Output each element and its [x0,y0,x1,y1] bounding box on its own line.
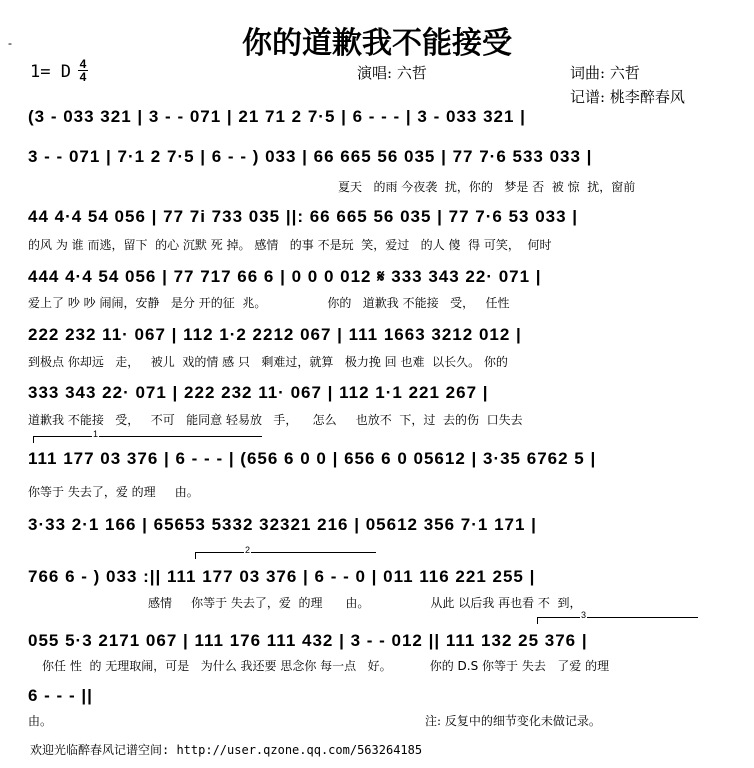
transcription-note: 注: 反复中的细节变化未做记录。 [425,714,601,728]
lyrics-line-5: 到极点 你却远 走， 被儿 戏的情 感 只 剩难过，就算 极力挽 回 也难 以长久。 你的 [28,355,508,369]
transcriber-credit: 记谱: 桃李醉春风 [570,88,685,106]
lyrics-line-9: 感情 你等于 失去了，爱 的理 由。 从此 以后我 再也看 不 到， [148,596,582,610]
score-line-1: (3 - 033 321 | 3 - - 071 | 21 71 2 7·5 | 6 - - - | 3 - 033 321 | [28,107,526,126]
lyrics-line-6: 道歉我 不能接 受， 不可 能同意 轻易放 手， 怎么 也放不 下，过 去的伤 口失去 [28,413,523,427]
score-line-11: 6 - - - || [28,686,93,705]
score-line-10: 055 5·3 2171 067 | 111 176 111 432 | 3 - - 012 || 111 132 25 376 | [28,631,588,650]
singer-credit: 演唱: 六哲 [357,64,427,82]
score-line-2: 3 - - 071 | 7·1 2 7·5 | 6 - - ) 033 | 66 665 56 035 | 77 7·6 533 033 | [28,147,593,166]
volta-label: 2 [245,545,251,555]
score-line-8: 3·33 2·1 166 | 65653 5332 32321 216 | 05612 356 7·1 171 | [28,515,537,534]
volta-bracket-1 [33,429,262,443]
lyrics-line-7: 你等于 失去了，爱 的理 由。 [28,485,199,499]
volta-label: 3 [581,610,587,620]
corner-mark: - [8,36,12,50]
composer-credit: 词曲: 六哲 [570,64,640,82]
time-signature [78,58,88,83]
volta-bracket-2 [195,545,376,559]
footer-link[interactable]: 欢迎光临醉春风记谱空间: http://user.qzone.qq.com/563264185 [30,743,423,757]
page-title: 你的道歉我不能接受 [242,26,512,61]
time-top: 4 [79,57,87,71]
lyrics-line-2: 夏天 的雨 今夜袭 扰，你的 梦是 否 被 惊 扰，窗前 [338,180,636,194]
key-signature: 1= D [30,62,71,82]
lyrics-line-11: 由。 [28,714,53,728]
score-line-9: 766 6 - ) 033 :|| 111 177 03 376 | 6 - - 0 | 011 116 221 255 | [28,567,536,586]
score-line-4: 444 4·4 54 056 | 77 717 66 6 | 0 0 0 012 𝄋 333 343 22· 071 | [28,267,542,286]
score-line-7: 111 177 03 376 | 6 - - - | (656 6 0 0 | 656 6 0 05612 | 3·35 6762 5 | [28,449,597,468]
lyrics-line-3: 的风 为 谁 而逃，留下 的心 沉默 死 掉。 感情 的事 不是玩 笑，爱过 的人 傻 得 可笑， 何时 [28,238,552,252]
volta-label: 1 [93,429,99,439]
lyrics-line-10: 你任 性 的 无理取闹，可是 为什么 我还要 思念你 每一点 好。 你的 D.S 你等于 失去 了爱 的理 [42,659,610,673]
lyrics-line-4: 爱上了 吵 吵 闹闹，安静 是分 开的征 兆。 你的 道歉我 不能接 受， 任性 [28,296,510,310]
score-line-3: 44 4·4 54 056 | 77 7i 733 035 ||: 66 665 56 035 | 77 7·6 53 033 | [28,207,579,226]
time-bottom: 4 [79,70,87,84]
score-line-6: 333 343 22· 071 | 222 232 11· 067 | 112 1·1 221 267 | [28,383,489,402]
score-line-5: 222 232 11· 067 | 112 1·2 2212 067 | 111 1663 3212 012 | [28,325,522,344]
volta-bracket-3 [537,610,698,624]
